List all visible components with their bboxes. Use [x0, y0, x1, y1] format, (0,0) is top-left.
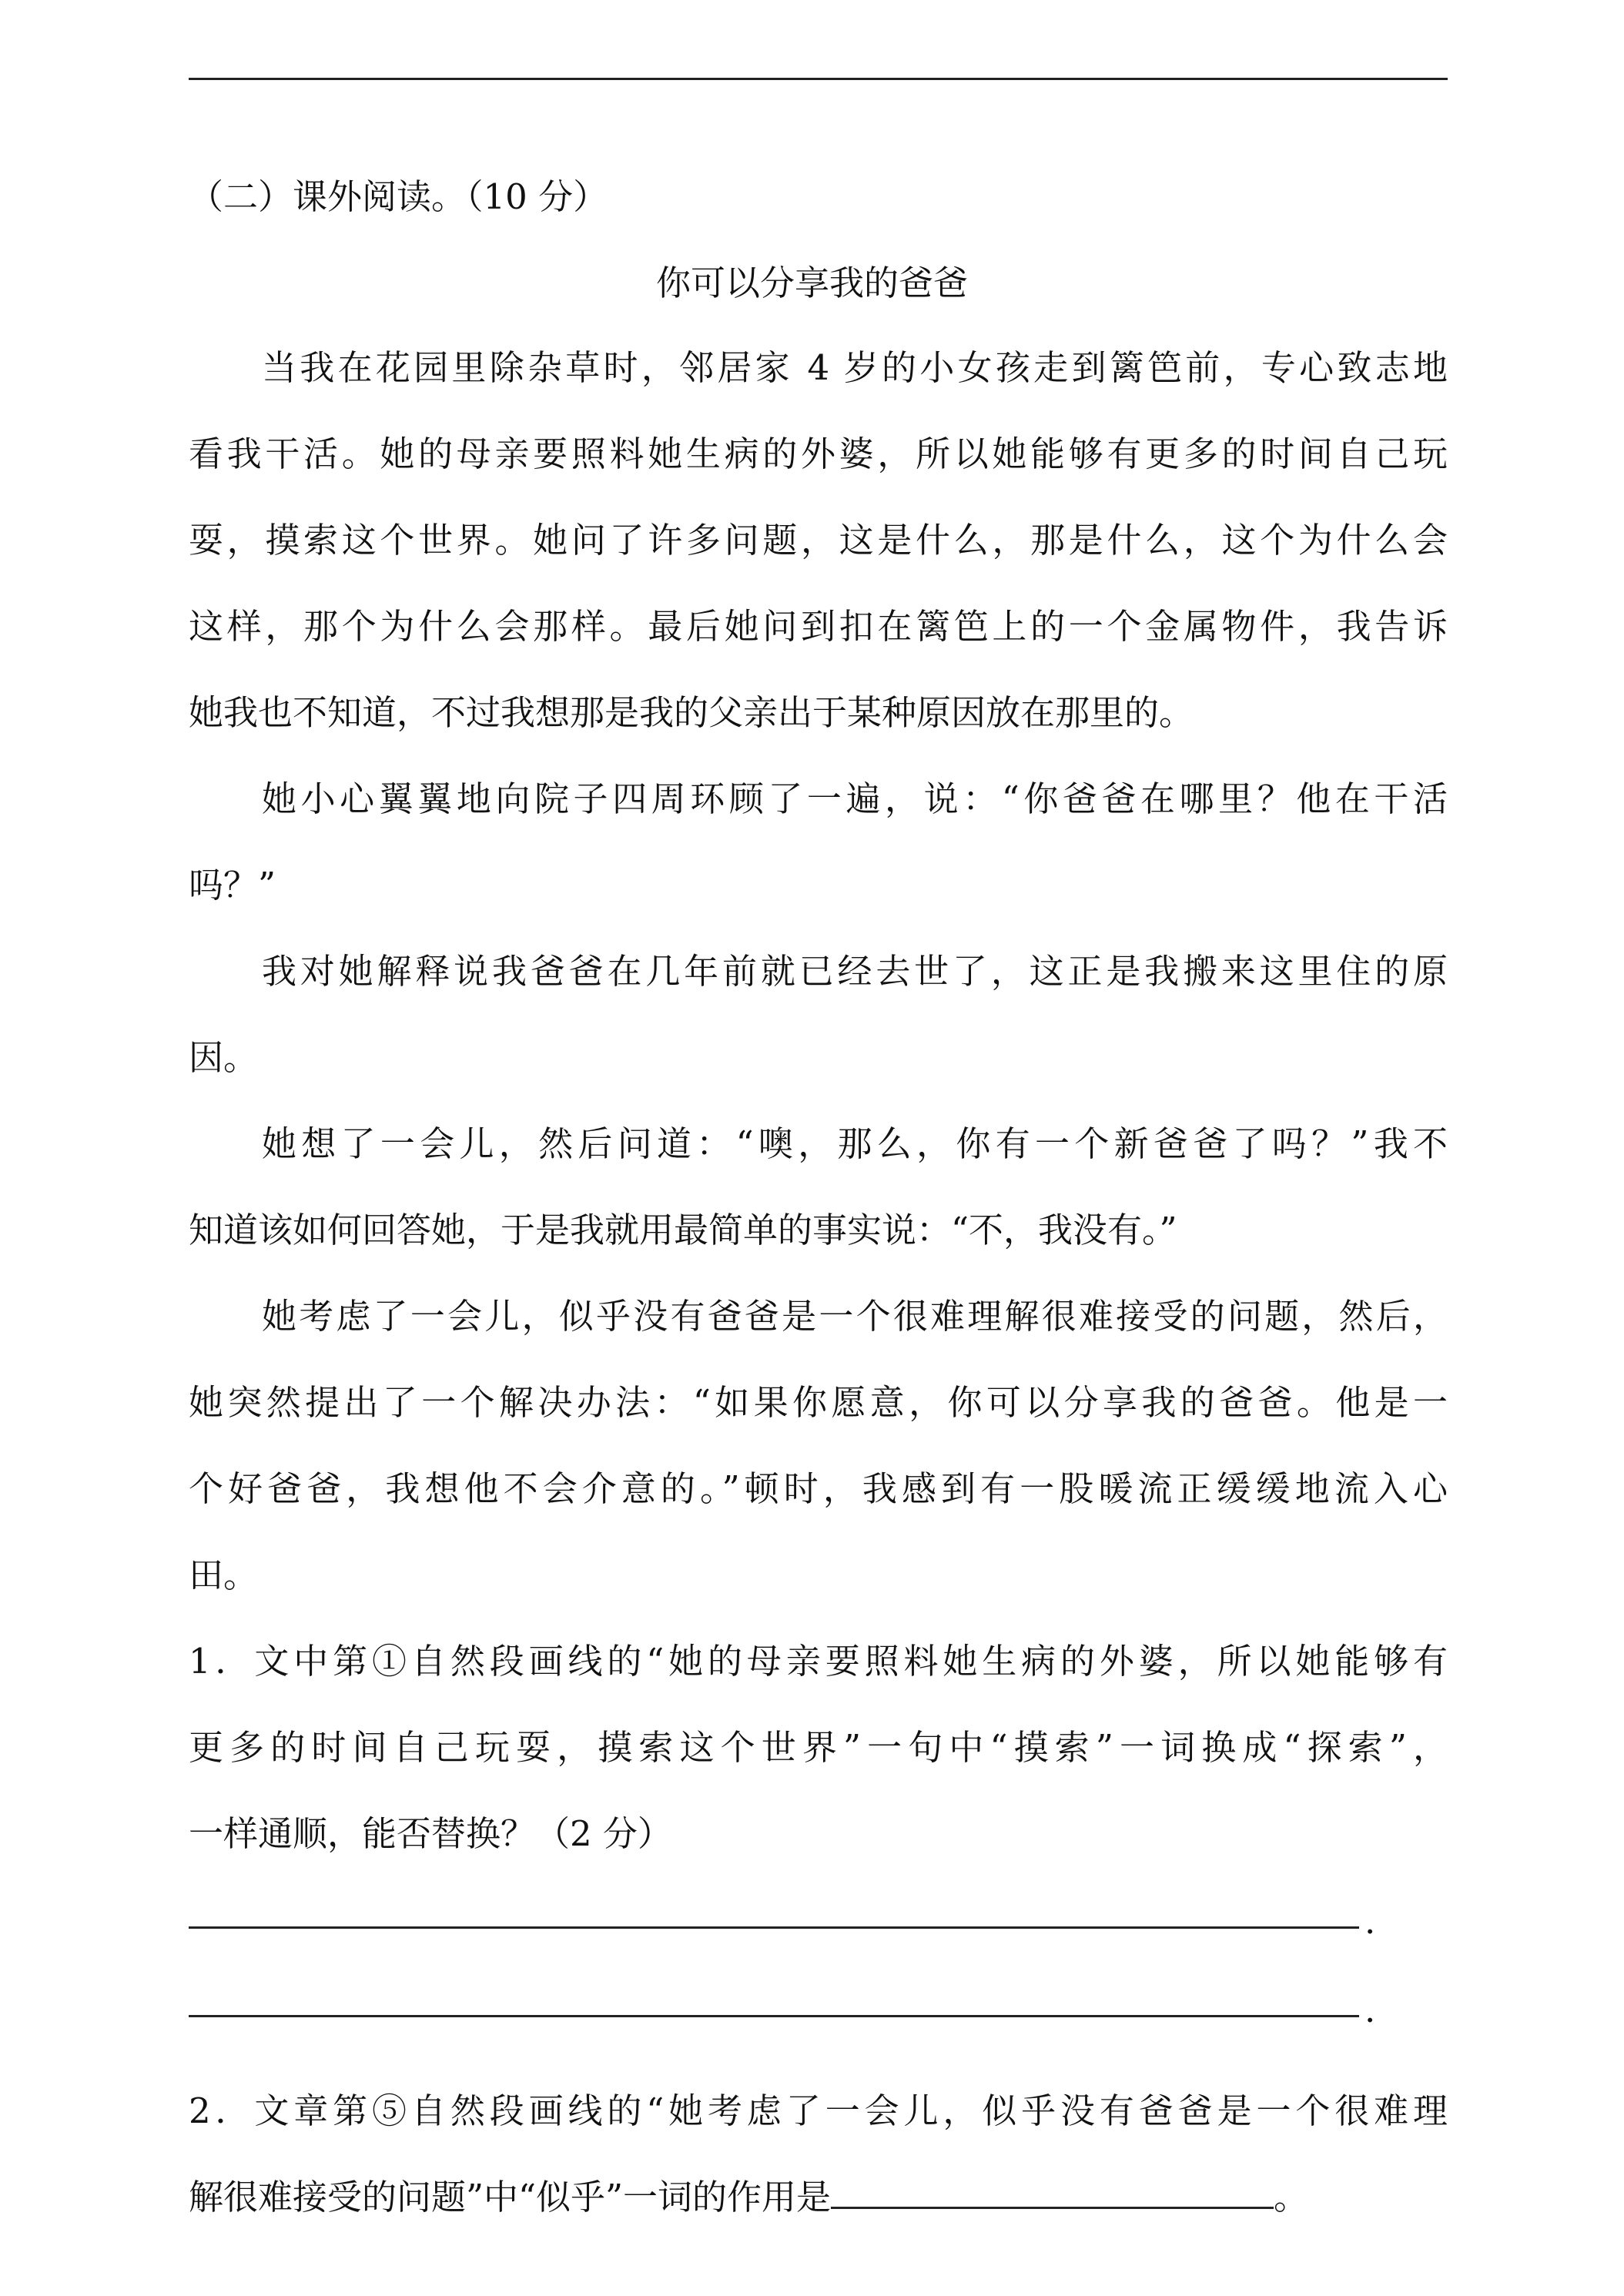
- paragraph-1-line-5: 她我也不知道，不过我想那是我的父亲出于某种原因放在那里的。: [189, 692, 1194, 733]
- section-heading: （二）课外阅读。（10 分）: [189, 176, 608, 217]
- paragraph-3-line-1: 我对她解释说我爸爸在几年前就已经去世了，这正是我搬来这里住的原: [262, 951, 1448, 992]
- fill-in-blank[interactable]: [831, 2176, 1274, 2209]
- paragraph-1-line-4: 这样，那个为什么会那样。最后她问到扣在篱笆上的一个金属物件，我告诉: [189, 606, 1448, 647]
- question-2-line-2: [189, 2174, 1452, 2221]
- header-rule: [189, 78, 1448, 80]
- paragraph-4-line-2: 知道该如何回答她，于是我就用最简单的事实说：“不，我没有。”: [189, 1210, 1177, 1250]
- paragraph-4-line-1: 她想了一会儿，然后问道：“噢，那么，你有一个新爸爸了吗？”我不: [262, 1123, 1448, 1164]
- paragraph-2-line-2: 吗？”: [189, 865, 276, 905]
- paragraph-5-line-3: 个好爸爸，我想他不会介意的。”顿时，我感到有一股暖流正缓缓地流入心: [189, 1468, 1448, 1509]
- paragraph-2-line-1: 她小心翼翼地向院子四周环顾了一遍，说：“你爸爸在哪里？他在干活: [262, 778, 1448, 819]
- paragraph-5-line-2: 她突然提出了一个解决办法：“如果你愿意，你可以分享我的爸爸。他是一: [189, 1382, 1448, 1423]
- question-1-line-1: 1．文中第①自然段画线的“她的母亲要照料她生病的外婆，所以她能够有: [189, 1641, 1448, 1682]
- answer-line-2[interactable]: [189, 2015, 1359, 2017]
- question-2-line-2-text: 解很难接受的问题”中“似乎”一词的作用是: [189, 2177, 832, 2217]
- paragraph-1-line-1: 当我在花园里除杂草时，邻居家 4 岁的小女孩走到篱笆前，专心致志地: [262, 347, 1448, 388]
- passage-title: 你可以分享我的爸爸: [655, 263, 968, 303]
- answer-line-2-end-mark: .: [1364, 1990, 1376, 2030]
- paragraph-5-line-1: 她考虑了一会儿，似乎没有爸爸是一个很难理解很难接受的问题，然后，: [262, 1296, 1448, 1337]
- paragraph-5-line-4: 田。: [189, 1555, 259, 1595]
- question-2-line-1: 2．文章第⑤自然段画线的“她考虑了一会儿，似乎没有爸爸是一个很难理: [189, 2090, 1448, 2131]
- paragraph-1-line-2: 看我干活。她的母亲要照料她生病的外婆，所以她能够有更多的时间自己玩: [189, 433, 1448, 474]
- answer-line-1-end-mark: .: [1364, 1901, 1376, 1942]
- paragraph-1-line-3: 耍，摸索这个世界。她问了许多问题，这是什么，那是什么，这个为什么会: [189, 520, 1448, 561]
- question-1-line-3: 一样通顺，能否替换？（2 分）: [189, 1813, 672, 1854]
- answer-line-1[interactable]: [189, 1926, 1359, 1929]
- question-1-line-2: 更多的时间自己玩耍，摸索这个世界”一句中“摸索”一词换成“探索”，: [189, 1727, 1448, 1768]
- question-2-end-mark: 。: [1274, 2177, 1309, 2217]
- paragraph-3-line-2: 因。: [189, 1037, 259, 1078]
